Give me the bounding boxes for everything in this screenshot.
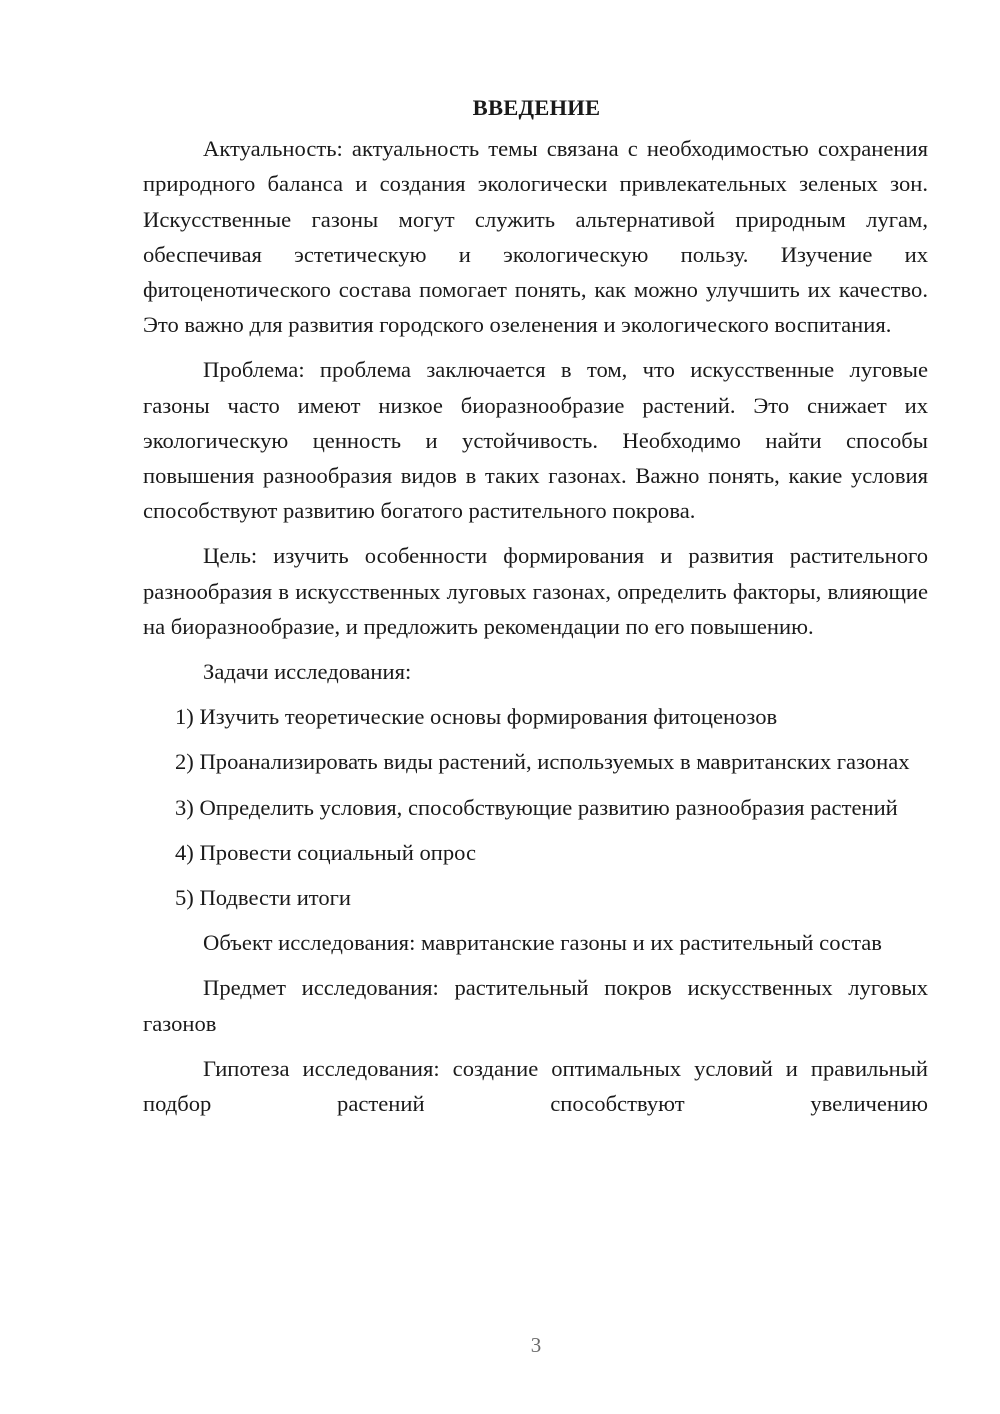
task-item-2: 2) Проанализировать виды растений, используемых в мавританских газонах: [175, 749, 910, 775]
task-item-1: 1) Изучить теоретические основы формирования фитоценозов: [175, 704, 778, 730]
page-number: 3: [530, 1333, 542, 1357]
relevance-paragraph: Актуальность: актуальность темы связана с необходимостью сохранения природного баланса и создания экологически привлекательных зеленых зон. Искусственные газоны могут служить альтернативой природным лугам, обеспечивая эстетическую и экологическую пользу. Изучение их фитоценотического состава помогает понять, как можно улучшить их качество. Это важно для развития городского озеленения и экологического воспитания.: [143, 136, 928, 338]
section-title: ВВЕДЕНИЕ: [472, 95, 601, 120]
page-content: [143, 90, 928, 1131]
task-item-3: 3) Определить условия, способствующие развитию разнообразия растений: [175, 794, 898, 820]
subject-paragraph: Предмет исследования: растительный покров искусственных луговых газонов: [143, 975, 928, 1036]
task-item-5: 5) Подвести итоги: [175, 885, 352, 911]
goal-paragraph: Цель: изучить особенности формирования и развития растительного разнообразия в искусственных луговых газонах, определить факторы, влияющие на биоразнообразие, и предложить рекомендации по его повышению.: [143, 543, 928, 639]
task-item-4: 4) Провести социальный опрос: [175, 839, 477, 865]
problem-paragraph: Проблема: проблема заключается в том, что искусственные луговые газоны часто имеют низкое биоразнообразие растений. Это снижает их экологическую ценность и устойчивость. Необходимо найти способы повышения разнообразия видов в таких газонах. Важно понять, какие условия способствуют развитию богатого растительного покрова.: [143, 357, 928, 524]
object-paragraph: Объект исследования: мавританские газоны и их растительный состав: [203, 930, 882, 956]
tasks-heading: Задачи исследования:: [203, 659, 412, 685]
hypothesis-paragraph: Гипотеза исследования: создание оптимальных условий и правильный подбор растений способствуют увеличению: [143, 1055, 928, 1117]
